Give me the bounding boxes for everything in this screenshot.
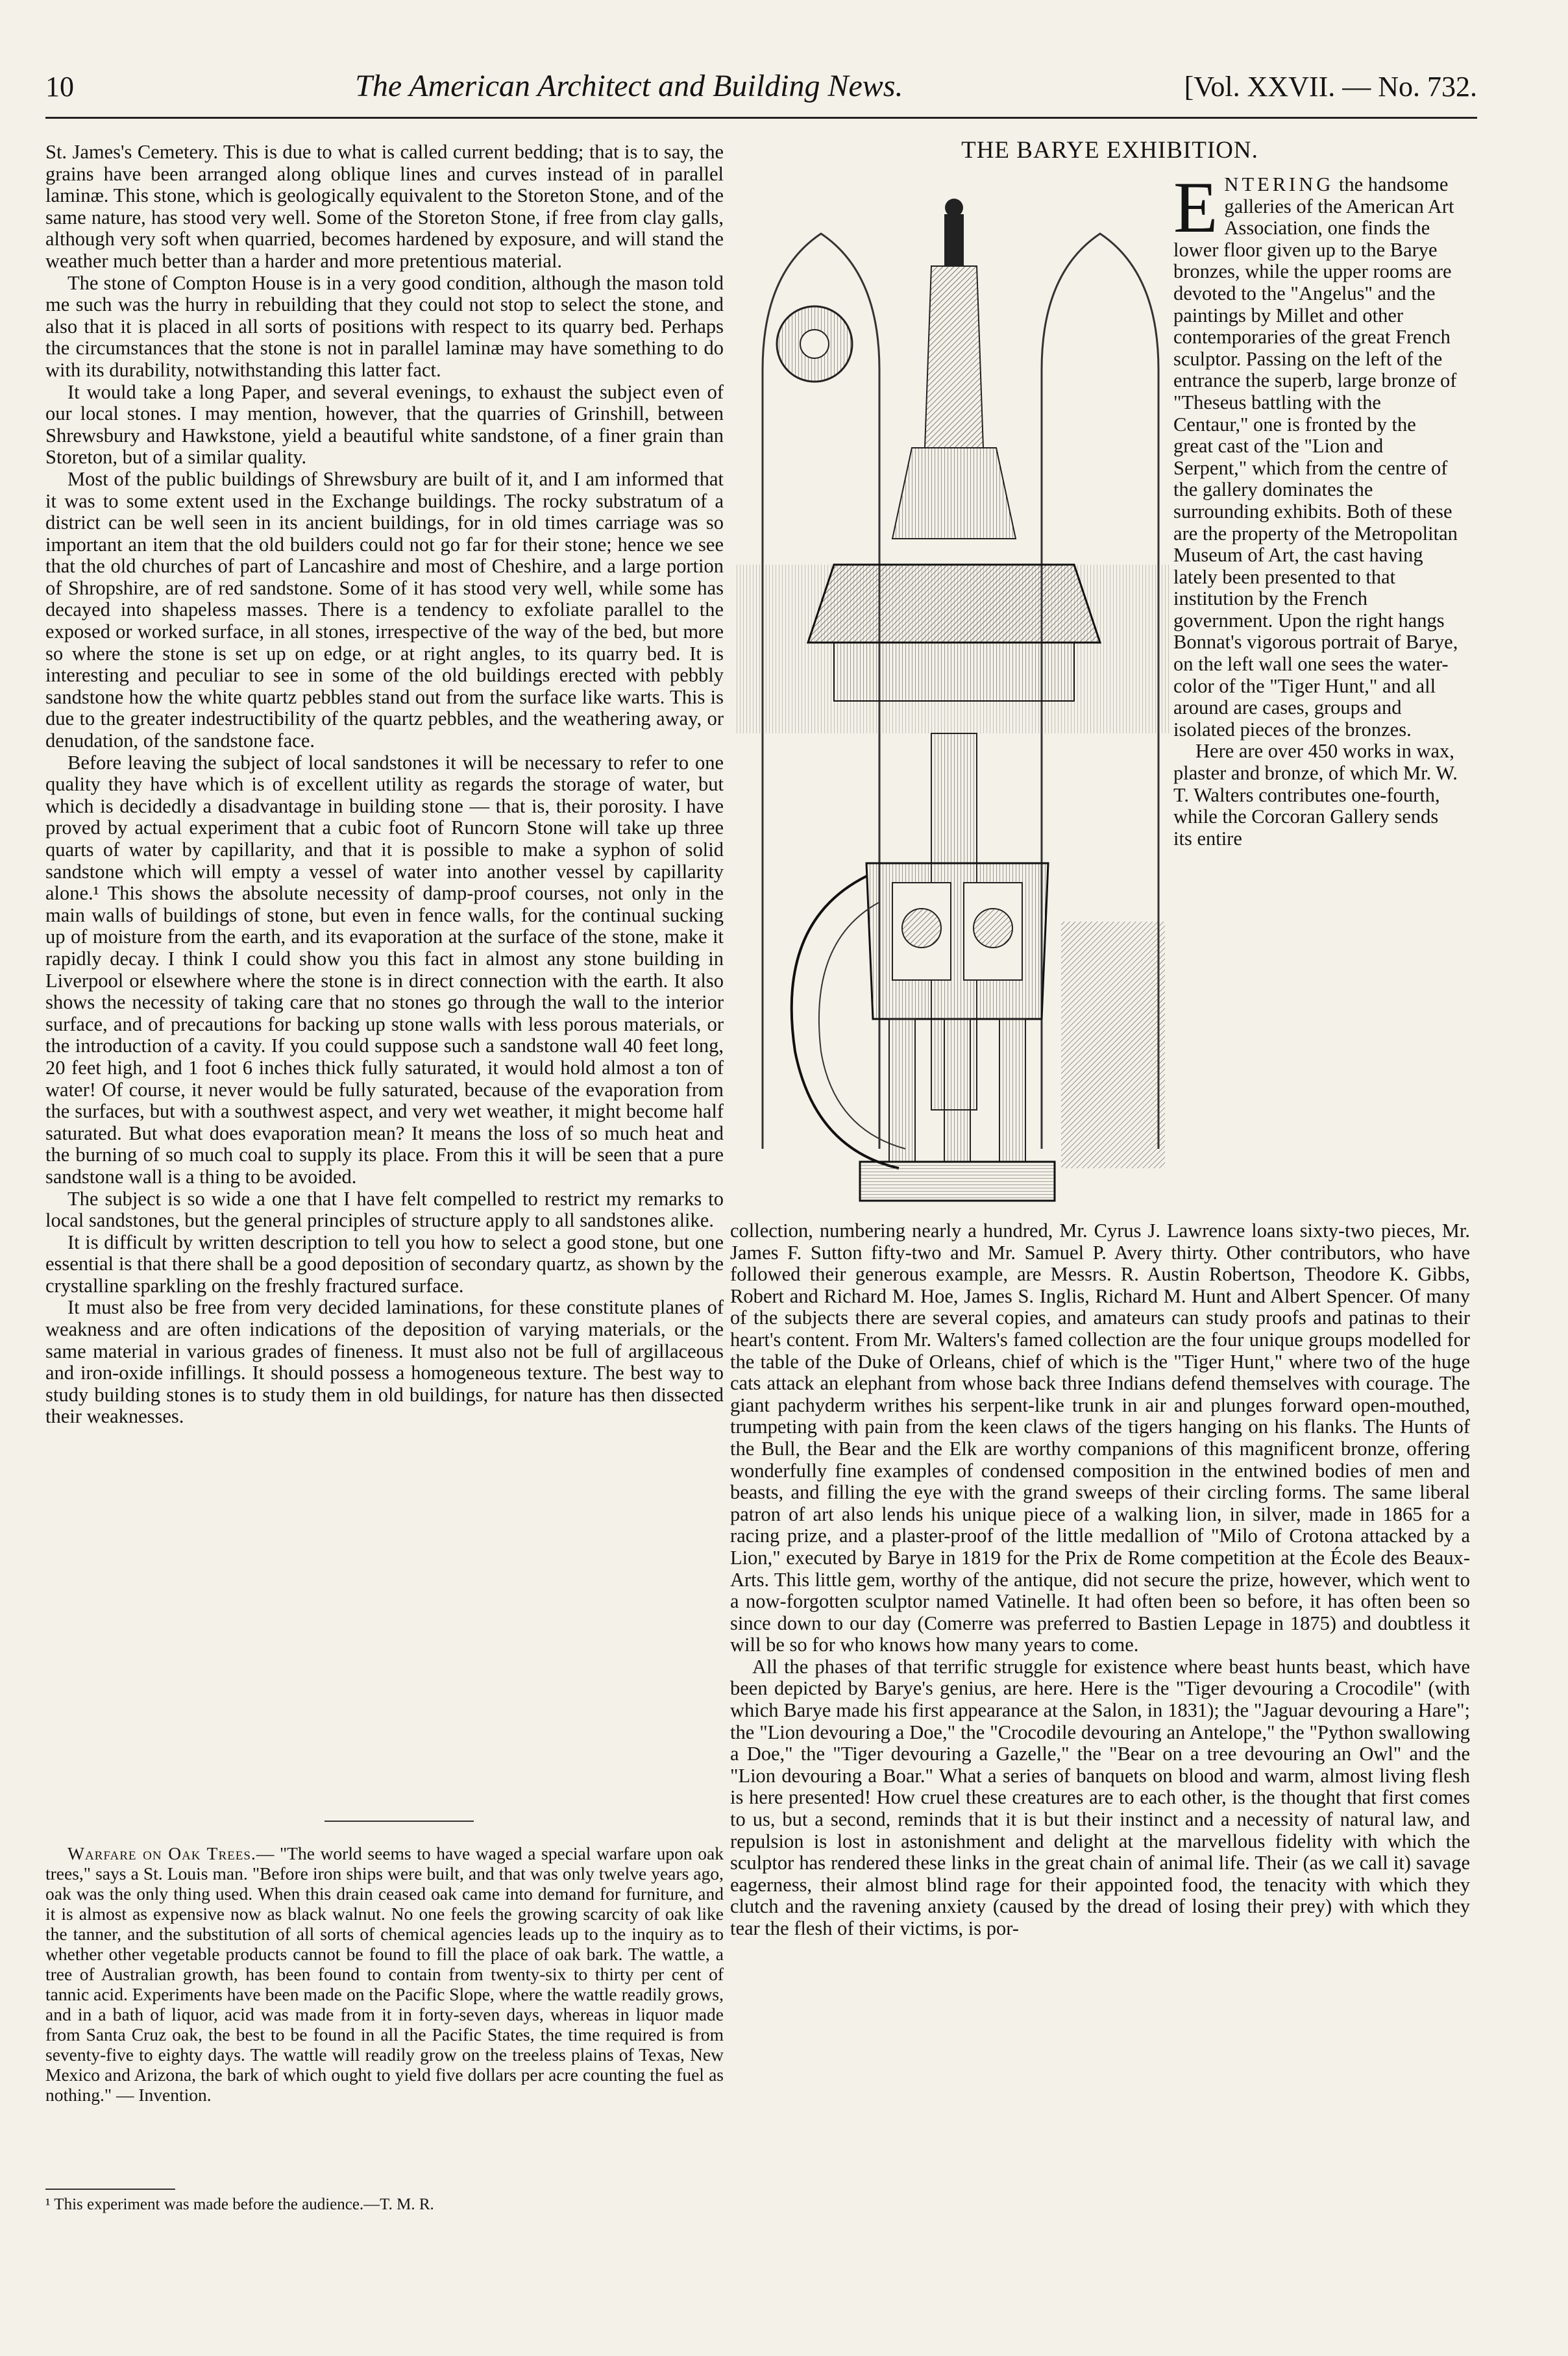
paragraph: Before leaving the subject of local sandstones it will be necessary to refer to one quality they have which is of excellent utility as regards the storage of water, but which is decidedly a disadvantage in building stone — that is, their porosity. I have proved by actual experiment that a cubic foot of Runcorn Stone will take up three quarts of water by capillarity, and that it is possible to make a syphon of solid sandstone which will empty a vessel of water into another vessel by capillarity alone.¹ This shows the absolute necessity of damp-proof courses, not only in the main walls of buildings of stone, but even in fence walls, for the continual sucking up of moisture from the earth, and its evaporation at the surface of the stone, make it rapidly decay. I think I could show you this fact in almost any stone building in Liverpool or elsewhere where the stone is in direct connection with the earth. It also shows the necessity of taking care that no stones go through the wall to the interior surface, and of precautions for backing up stone walls with less porous materials, or the introduction of a cavity. If you could suppose such a sandstone wall 40 feet long, 20 feet high, and 1 foot 6 inches thick fully saturated, it would hold almost a ton of water! Of course, it never would be fully saturated, because of the evaporation from the surfaces, but with a southwest aspect, and very wet weather, it might become half saturated. But what does evaporation mean? It means the loss of so much heat and the burning of so much coal to supply its place. From this it will be seen that a pure sandstone wall is a thing to be avoided.	[45, 751, 724, 1188]
header-rule	[45, 117, 1477, 119]
article-intro	[1173, 174, 1459, 1238]
paragraph: All the phases of that terrific struggle for existence where beast hunts beast, which have been depicted by Barye's genius, are here. Here is the "Tiger devouring a Crocodile" (with which Barye made his first appearance at the Salon, in 1831); the "Jaguar devouring a Hare"; the "Lion devouring a Doe," the "Crocodile devouring an Antelope," the "Python swallowing a Doe," the "Tiger devouring a Gazelle," the "Bear on a tree devouring an Owl" and the "Lion devouring a Boar." What a series of banquets on blood and warm, almost living flesh is here presented! How cruel these creatures are to each other, is the thought that first comes to us, but a second, reminds that it is but their instinct and a necessity of natural law, and repulsion is lost in astonishment and delight at the marvellous fidelity with which the sculptor has rendered these links in the great chain of animal life. Their (as we call it) savage eagerness, their almost blind rage for their appointed food, the tenacity with which they clutch and the ravening anxiety (caused by the dread of losing their prey) with which they tear the flesh of their victims, is por-	[730, 1655, 1470, 1939]
pulpit-engraving-icon	[737, 175, 1171, 1214]
drop-cap: E	[1173, 174, 1218, 248]
paragraph: It is difficult by written description to tell you how to select a good stone, but one essential is that there shall be a good deposition of secondary quartz, as shown by the crystalline sparkling on the freshly fractured surface.	[45, 1231, 724, 1297]
lead-word: NTERING	[1224, 174, 1334, 195]
page-number: 10	[45, 71, 74, 103]
oak-heading: Warfare on Oak Trees.	[67, 1843, 256, 1863]
paragraph: St. James's Cemetery. This is due to what is called current bedding; that is to say, the grains have been arranged along oblique lines and curves instead of in parallel laminæ. This stone, which is geologically equivalent to the Storeton Stone, and of the same nature, has stood very well. Some of the Storeton Stone, if free from clay galls, although very soft when quarried, becomes hardened by exposure, and will stand the weather much better than a harder and more pretentious material.	[45, 141, 724, 272]
intro-paragraph-2: Here are over 450 works in wax, plaster and bronze, of which Mr. W. T. Walters contributes one-fourth, while the Corcoran Gallery sends its entire	[1173, 740, 1458, 850]
intro-text: the handsome galleries of the American Art Association, one finds the lower floor given up to the Barye bronzes, while the upper rooms are devoted to the "Angelus" and the paintings by Millet and other contemporaries of the great French sculptor. Passing on the left of the entrance the superb, large bronze of "Theseus battling with the Centaur," one is fronted by the great cast of the "Lion and Serpent," which from the centre of the gallery dominates the surrounding exhibits. Both of these are the property of the Metropolitan Museum of Art, the cast having lately been presented to that institution by the French government. Upon the right hangs Bonnat's vigorous portrait of Barye, on the left wall one sees the water-color of the "Tiger Hunt," and all around are cases, groups and isolated pieces of the bronzes.	[1173, 174, 1458, 741]
paragraph: Most of the public buildings of Shrewsbury are built of it, and I am informed that it was to some extent used in the Exchange buildings. The rocky substratum of a district can be well seen in its ancient buildings, for in old times carriage was so important an item that the old builders could not go far for their stone; hence we see that the old churches of part of Lancashire and most of Cheshire, and a large portion of Shropshire, are of red sandstone. Some of it has stood very well, while some has decayed into shapeless masses. There is a tendency to exfoliate parallel to the exposed or worked surface, in all stones, irrespective of the way of the bed, but more so where the stone is set up on edge, or at right angles, to its quarry bed. It is interesting and peculiar to see in some of the old buildings erected with pebbly sandstone how the white quartz pebbles stand out from the surface like warts. This is due to the greater indestructibility of the quartz pebbles, and the weathering away, or denudation, of the sandstone face.	[45, 467, 724, 752]
paragraph: The stone of Compton House is in a very good condition, although the mason told me such was the hurry in rebuilding that they could not stop to select the stone, and also that it is placed in all sorts of positions with respect to its quarry bed. Perhaps the circumstances that the stone is not in parallel laminæ may have something to do with its durability, notwithstanding this latter fact.	[45, 271, 724, 381]
footnote-rule	[45, 2189, 175, 2190]
section-divider	[325, 1821, 474, 1822]
oak-trees-article	[45, 1843, 724, 2181]
paragraph: It would take a long Paper, and several evenings, to exhaust the subject even of our local stones. I may mention, however, that the quarries of Grinshill, between Shrewsbury and Hawkstone, yield a beautiful white sandstone, of a finer grain than Storeton, but of a similar quality.	[45, 380, 724, 469]
pulpit-illustration	[737, 175, 1171, 1214]
paragraph: The subject is so wide a one that I have felt compelled to restrict my remarks to local sandstones, but the general principles of structure apply to all sandstones alike.	[45, 1187, 724, 1232]
article-heading: THE BARYE EXHIBITION.	[961, 137, 1258, 164]
oak-text: — "The world seems to have waged a special warfare upon oak trees," says a St. Louis man. "Before iron ships were built, and that was only twelve years ago, oak was the only thing used. When this drain ceased oak came into demand for furniture, and it is almost as expensive now as black walnut. No one feels the growing scarcity of oak like the tanner, and the substitution of all sorts of chemical agencies leads up to the inquiry as to whether other vegetable products cannot be found to fill the place of oak bark. The wattle, a tree of Australian growth, has been found to contain from twenty-six to thirty per cent of tannic acid. Experiments have been made on the Pacific Slope, where the wattle readily grows, and in a bath of liquor, acid was made from it in forty-seven days, whereas in liquor made from Santa Cruz oak, the best to be found in all the Pacific States, the time required is from seventy-five to eighty days. The wattle will readily grow on the treeless plains of Texas, New Mexico and Arizona, the bark of which ought to yield five dollars per acre counting the fuel as nothing." — Invention.	[45, 1843, 724, 2105]
paragraph: collection, numbering nearly a hundred, Mr. Cyrus J. Lawrence loans sixty-two pieces, Mr. James F. Sutton fifty-two and Mr. Samuel P. Avery thirty. Other contributors, who have followed their generous example, are Messrs. R. Austin Robertson, Theodore K. Gibbs, Robert and Richard M. Hoe, James S. Inglis, Richard M. Hunt and Albert Spencer. Of many of the subjects there are several copies, and amateurs can study proofs and patinas to their heart's content. From Mr. Walters's famed collection are the four unique groups modelled for the table of the Duke of Orleans, chief of which is the "Tiger Hunt," where two of the huge cats attack an elephant from whose back three Indians defend themselves with courage. The giant pachyderm writhes his serpent-like trunk in air and plunges forward open-mouthed, trumpeting with pain from the keen claws of the tigers hanging on his flanks. The Hunts of the Bull, the Bear and the Elk are worthy companions of this magnificent bronze, offering wonderfully fine examples of condensed composition in the entwined bodies of men and beasts, and filling the eye with the grand sweeps of their circling forms. The same liberal patron of art also lends his unique piece of a walking lion, in silver, made in 1865 for a racing prize, and a plaster-proof of the little medallion of "Milo of Crotona attacked by a Lion," executed by Barye in 1819 for the Prix de Rome competition at the École des Beaux-Arts. This little gem, worthy of the antique, did not secure the prize, however, which went to a now-forgotten sculptor named Vatinelle. It had often been so before, it has often been so since down to our day (Comerre was preferred to Bastien Lepage in 1875) and doubtless it will be so for who knows how many years to come.	[730, 1220, 1470, 1656]
paragraph: It must also be free from very decided laminations, for these constitute planes of weakness and are often indications of the deposition of varying materials, or the same material in various grades of fineness. It must also not be full of argillaceous and iron-oxide infillings. It should possess a homogeneous texture. The best way to study building stones is to study them in old buildings, for nature has then dissected their weaknesses.	[45, 1296, 724, 1428]
left-column	[45, 141, 724, 1803]
right-column-body	[730, 1220, 1470, 2337]
page-header	[45, 68, 1477, 120]
volume-number: [Vol. XXVII. — No. 732.	[1184, 71, 1477, 103]
footnote: ¹ This experiment was made before the audience.—T. M. R.	[45, 2196, 434, 2213]
journal-title: The American Architect and Building News.	[355, 69, 903, 103]
